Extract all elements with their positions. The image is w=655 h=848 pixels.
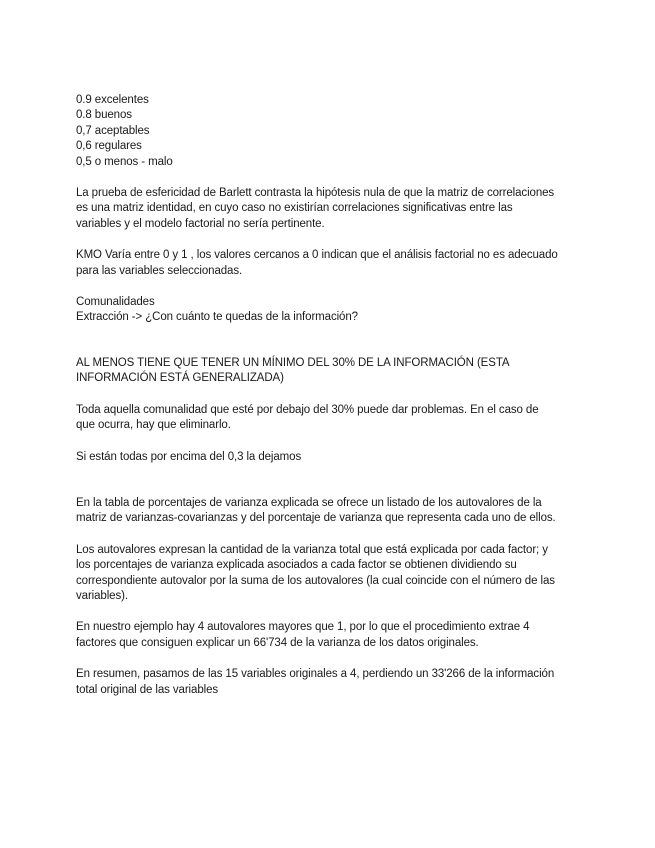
paragraph-line: En la tabla de porcentajes de varianza explicada se ofrece un listado de los autovalores de la [76, 496, 542, 509]
tabla-paragraph [76, 496, 581, 527]
paragraph-line: factores que consiguen explicar un 66'734 de la varianza de los datos originales. [76, 636, 479, 649]
scale-item-excelentes: 0.9 excelentes [76, 94, 149, 106]
minimum-heading [76, 356, 581, 387]
barlett-paragraph [76, 186, 581, 232]
comunalidades-section [76, 295, 581, 326]
comunalidad-paragraph [76, 403, 581, 434]
paragraph-line: para las variables seleccionadas. [76, 264, 243, 277]
scale-item-aceptables: 0,7 aceptables [76, 124, 150, 137]
document-body [76, 93, 581, 714]
paragraph-line: correspondiente autovalor por la suma de los autovalores (la cual coincide con el número de las [76, 574, 555, 587]
paragraph-line: los porcentajes de varianza explicada asociados a cada factor se obtienen dividiendo su [76, 559, 517, 572]
extraccion-line: Extracción -> ¿Con cuánto te quedas de la información? [76, 311, 358, 324]
scale-item-buenos: 0.8 buenos [76, 109, 132, 122]
paragraph-line: es una matriz identidad, en cuyo caso no existirían correlaciones significativas entre las [76, 202, 513, 215]
resumen-paragraph [76, 667, 581, 698]
paragraph-line: Toda aquella comunalidad que esté por debajo del 30% puede dar problemas. En el caso de [76, 403, 539, 416]
autovalores-paragraph [76, 543, 581, 605]
ejemplo-paragraph [76, 620, 581, 651]
heading-line: INFORMACIÓN ESTÁ GENERALIZADA) [76, 372, 284, 385]
paragraph-line: En nuestro ejemplo hay 4 autovalores mayores que 1, por lo que el procedimiento extrae 4 [76, 621, 530, 634]
paragraph-line: variables). [76, 589, 128, 602]
kmo-scale-list [76, 93, 581, 170]
paragraph-line: variables y el modelo factorial no sería pertinente. [76, 217, 325, 230]
paragraph-line: matriz de varianzas-covarianzas y del porcentaje de varianza que representa cada uno de ellos. [76, 512, 556, 525]
paragraph-line: total original de las variables [76, 683, 219, 696]
heading-line: AL MENOS TIENE QUE TENER UN MÍNIMO DEL 30% DE LA INFORMACIÓN (ESTA [76, 356, 510, 369]
paragraph-line: En resumen, pasamos de las 15 variables originales a 4, perdiendo un 33'266 de la información [76, 668, 555, 681]
section-title-comunalidades: Comunalidades [76, 296, 155, 309]
paragraph-line: KMO Varía entre 0 y 1 , los valores cercanos a 0 indican que el análisis factorial no es adecuado [76, 249, 558, 262]
paragraph-line: que ocurra, hay que eliminarlo. [76, 419, 231, 432]
kmo-paragraph [76, 248, 581, 279]
paragraph-line: La prueba de esfericidad de Barlett contrasta la hipótesis nula de que la matriz de correlaciones [76, 187, 555, 200]
scale-item-malo: 0,5 o menos - malo [76, 155, 173, 168]
paragraph-line: Los autovalores expresan la cantidad de la varianza total que está explicada por cada factor; y [76, 543, 548, 556]
scale-item-regulares: 0,6 regulares [76, 140, 142, 153]
encima-paragraph [76, 450, 581, 465]
paragraph-line: Si están todas por encima del 0,3 la dejamos [76, 450, 302, 463]
